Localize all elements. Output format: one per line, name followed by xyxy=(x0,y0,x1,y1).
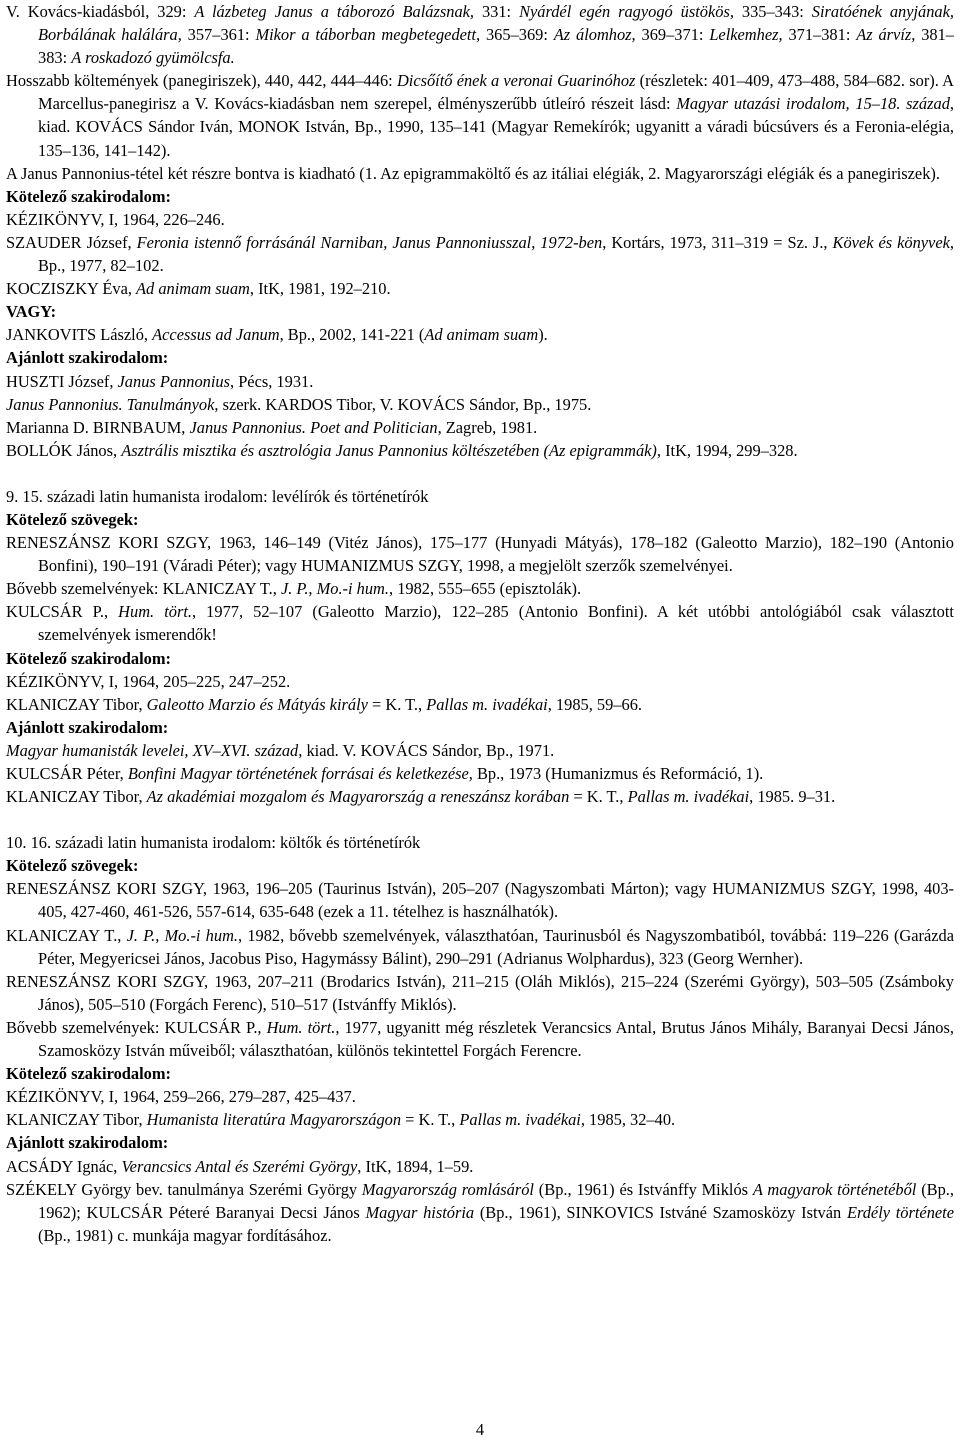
reference-klaniczay-akademiai: KLANICZAY Tibor, Az akadémiai mozgalom és Magyarország a reneszánsz korában = K. T., Pallas m. ivadékai, 1985. 9–31. xyxy=(6,787,836,807)
reference-jankovits: JANKOVITS László, Accessus ad Janum, Bp., 2002, 141-221 (Ad animam suam). xyxy=(6,325,548,345)
reference-kezikonyv: KÉZIKÖNYV, I, 1964, 226–246. xyxy=(6,209,225,229)
reference-klaniczay-szemelvenyek: KLANICZAY T., J. P., Mo.-i hum., 1982, bővebb szemelvények, választhatóan, Taurinusból és Nagyszombatiból, továbbá: 119–226 (Garázda Péter, Megyericsei János, Jacobus Piso, Hagymássy Bálint), 290–291 (Adrianus Wolphardus), 323 (Georg Wernher). xyxy=(6,925,955,968)
reference-bollok: BOLLÓK János, Asztrális misztika és asztrológia Janus Pannonius költészetében (Az epigrammák), ItK, 1994, 299–328. xyxy=(6,440,798,460)
reference-acsady: ACSÁDY Ignác, Verancsics Antal és Szerémi György, ItK, 1894, 1–59. xyxy=(6,1156,474,1176)
reference-kocziszky: KOCZISZKY Éva, Ad animam suam, ItK, 1981, 192–210. xyxy=(6,279,391,299)
reference-kezikonyv: KÉZIKÖNYV, I, 1964, 205–225, 247–252. xyxy=(6,671,291,691)
heading-mandatory-texts: Kötelező szövegek: xyxy=(6,509,139,529)
heading-recommended-literature: Ajánlott szakirodalom: xyxy=(6,1133,169,1153)
heading-mandatory-literature: Kötelező szakirodalom: xyxy=(6,186,171,206)
heading-mandatory-texts: Kötelező szövegek: xyxy=(6,856,139,876)
heading-recommended-literature: Ajánlott szakirodalom: xyxy=(6,348,169,368)
page-number: 4 xyxy=(475,1420,485,1439)
reference-reneszansz-szgy: RENESZÁNSZ KORI SZGY, 1963, 146–149 (Vitéz János), 175–177 (Hunyadi Mátyás), 178–182 (Galeotto Marzio), 182–190 (Antonio Bonfini), 190–191 (Váradi Péter); vagy HUMANIZMUS SZGY, 1998, a megjelölt szerzők szemelvényei. xyxy=(6,533,954,576)
heading-mandatory-literature: Kötelező szakirodalom: xyxy=(6,1064,171,1084)
reference-reneszansz-szgy-historians: RENESZÁNSZ KORI SZGY, 1963, 207–211 (Brodarics István), 211–215 (Oláh Miklós), 215–224 (Szerémi György), 503–505 (Zsámboky János), 505–510 (Forgách Ferenc), 510–517 (Istvánffy Miklós). xyxy=(6,971,954,1014)
reference-klaniczay-galeotto: KLANICZAY Tibor, Galeotto Marzio és Mátyás király = K. T., Pallas m. ivadékai, 1985, 59–66. xyxy=(6,694,642,714)
reference-kulcsar-bovebb: Bővebb szemelvények: KULCSÁR P., Hum. tört., 1977, ugyanitt még részletek Verancsics Antal, Brutus János Mihály, Baranyai Decsi János, Szamosközy István műveiből; választhatóan, különös tekintettel Forgách Ferencre. xyxy=(6,1017,954,1061)
section-title-10: 10. 16. századi latin humanista irodalom: költők és történetírók xyxy=(6,833,421,853)
reference-szekely-translations: SZÉKELY György bev. tanulmánya Szerémi György Magyarország romlásáról (Bp., 1961) és Istvánffy Miklós A magyarok történetéből (Bp., 1962); KULCSÁR Péteré Baranyai Decsi János Magyar história (Bp., 1961), SINKOVICS Istváné Szamosközy István Erdély története (Bp., 1981) c. munkája magyar fordításához. xyxy=(6,1179,954,1245)
heading-recommended-literature: Ajánlott szakirodalom: xyxy=(6,717,169,737)
reference-szauder: SZAUDER József, Feronia istennő forrásánál Narniban, Janus Pannoniusszal, 1972-ben, Kortárs, 1973, 311–319 = Sz. J., Kövek és könyvek, Bp., 1977, 82–102. xyxy=(6,232,954,276)
paragraph-panegyrics: Hosszabb költemények (panegiriszek), 440, 442, 444–446: Dicsőítő ének a veronai Guarinóhoz (részletek: 401–409, 473–488, 584–682. sor). A Marcellus-panegirisz a V. Kovács-kiadásban nem szerepel, élményszerűbb útleíró részeit lásd: Magyar utazási irodalom, 15–18. század, kiad. KOVÁCS Sándor Iván, MONOK István, Bp., 1990, 135–141 (Magyar Remekírók; ugyanitt a váradi búcsúvers és a Feronia-elégia, 135–136, 141–142). xyxy=(6,71,954,160)
reference-humanista-levelek: Magyar humanisták levelei, XV–XVI. század, kiad. V. KOVÁCS Sándor, Bp., 1971. xyxy=(6,740,555,760)
reference-birnbaum: Marianna D. BIRNBAUM, Janus Pannonius. Poet and Politician, Zagreb, 1981. xyxy=(6,417,538,437)
reference-huszti: HUSZTI József, Janus Pannonius, Pécs, 1931. xyxy=(6,371,314,391)
reference-janus-tanulmanyok: Janus Pannonius. Tanulmányok, szerk. KARDOS Tibor, V. KOVÁCS Sándor, Bp., 1975. xyxy=(6,394,592,414)
reference-kulcsar-hum-tort: KULCSÁR P., Hum. tört., 1977, 52–107 (Galeotto Marzio), 122–285 (Antonio Bonfini). A két utóbbi antológiából csak választott szemelvények ismerendők! xyxy=(6,602,954,645)
heading-mandatory-literature: Kötelező szakirodalom: xyxy=(6,648,171,668)
reference-klaniczay-humanista: KLANICZAY Tibor, Humanista literatúra Magyarországon = K. T., Pallas m. ivadékai, 1985, 32–40. xyxy=(6,1110,676,1130)
reference-klaniczay-episztolak: Bővebb szemelvények: KLANICZAY T., J. P., Mo.-i hum., 1982, 555–655 (episztolák). xyxy=(6,579,582,599)
paragraph-kovacs-edition-poems: V. Kovács-kiadásból, 329: A lázbeteg Janus a táborozó Balázsnak, 331: Nyárdél egén ragyogó üstökös, 335–343: Siratóének anyjának, Borbálának halálára, 357–361: Mikor a táborban megbetegedett, 365–369: Az álomhoz, 369–371: Lelkemhez, 371–381: Az árvíz, 381–383: A roskadozó gyümölcsfa. xyxy=(6,2,954,68)
heading-or: VAGY: xyxy=(6,302,57,322)
reference-reneszansz-szgy: RENESZÁNSZ KORI SZGY, 1963, 196–205 (Taurinus István), 205–207 (Nagyszombati Márton); vagy HUMANIZMUS SZGY, 1998, 403-405, 427-460, 461-526, 557-614, 635-648 (ezek a 11. tételhez is használhatók). xyxy=(6,879,954,922)
section-title-9: 9. 15. századi latin humanista irodalom: levélírók és történetírók xyxy=(6,486,429,506)
document-page xyxy=(6,0,954,1247)
reference-kulcsar-bonfini: KULCSÁR Péter, Bonfini Magyar történetének forrásai és keletkezése, Bp., 1973 (Humanizmus és Reformáció, 1). xyxy=(6,764,764,783)
paragraph-janus-split-note: A Janus Pannonius-tétel két részre bontva is kiadható (1. Az epigrammaköltő és az itáliai elégiák, 2. Magyarországi elégiák és a panegiriszek). xyxy=(6,163,940,183)
reference-kezikonyv: KÉZIKÖNYV, I, 1964, 259–266, 279–287, 425–437. xyxy=(6,1087,356,1107)
